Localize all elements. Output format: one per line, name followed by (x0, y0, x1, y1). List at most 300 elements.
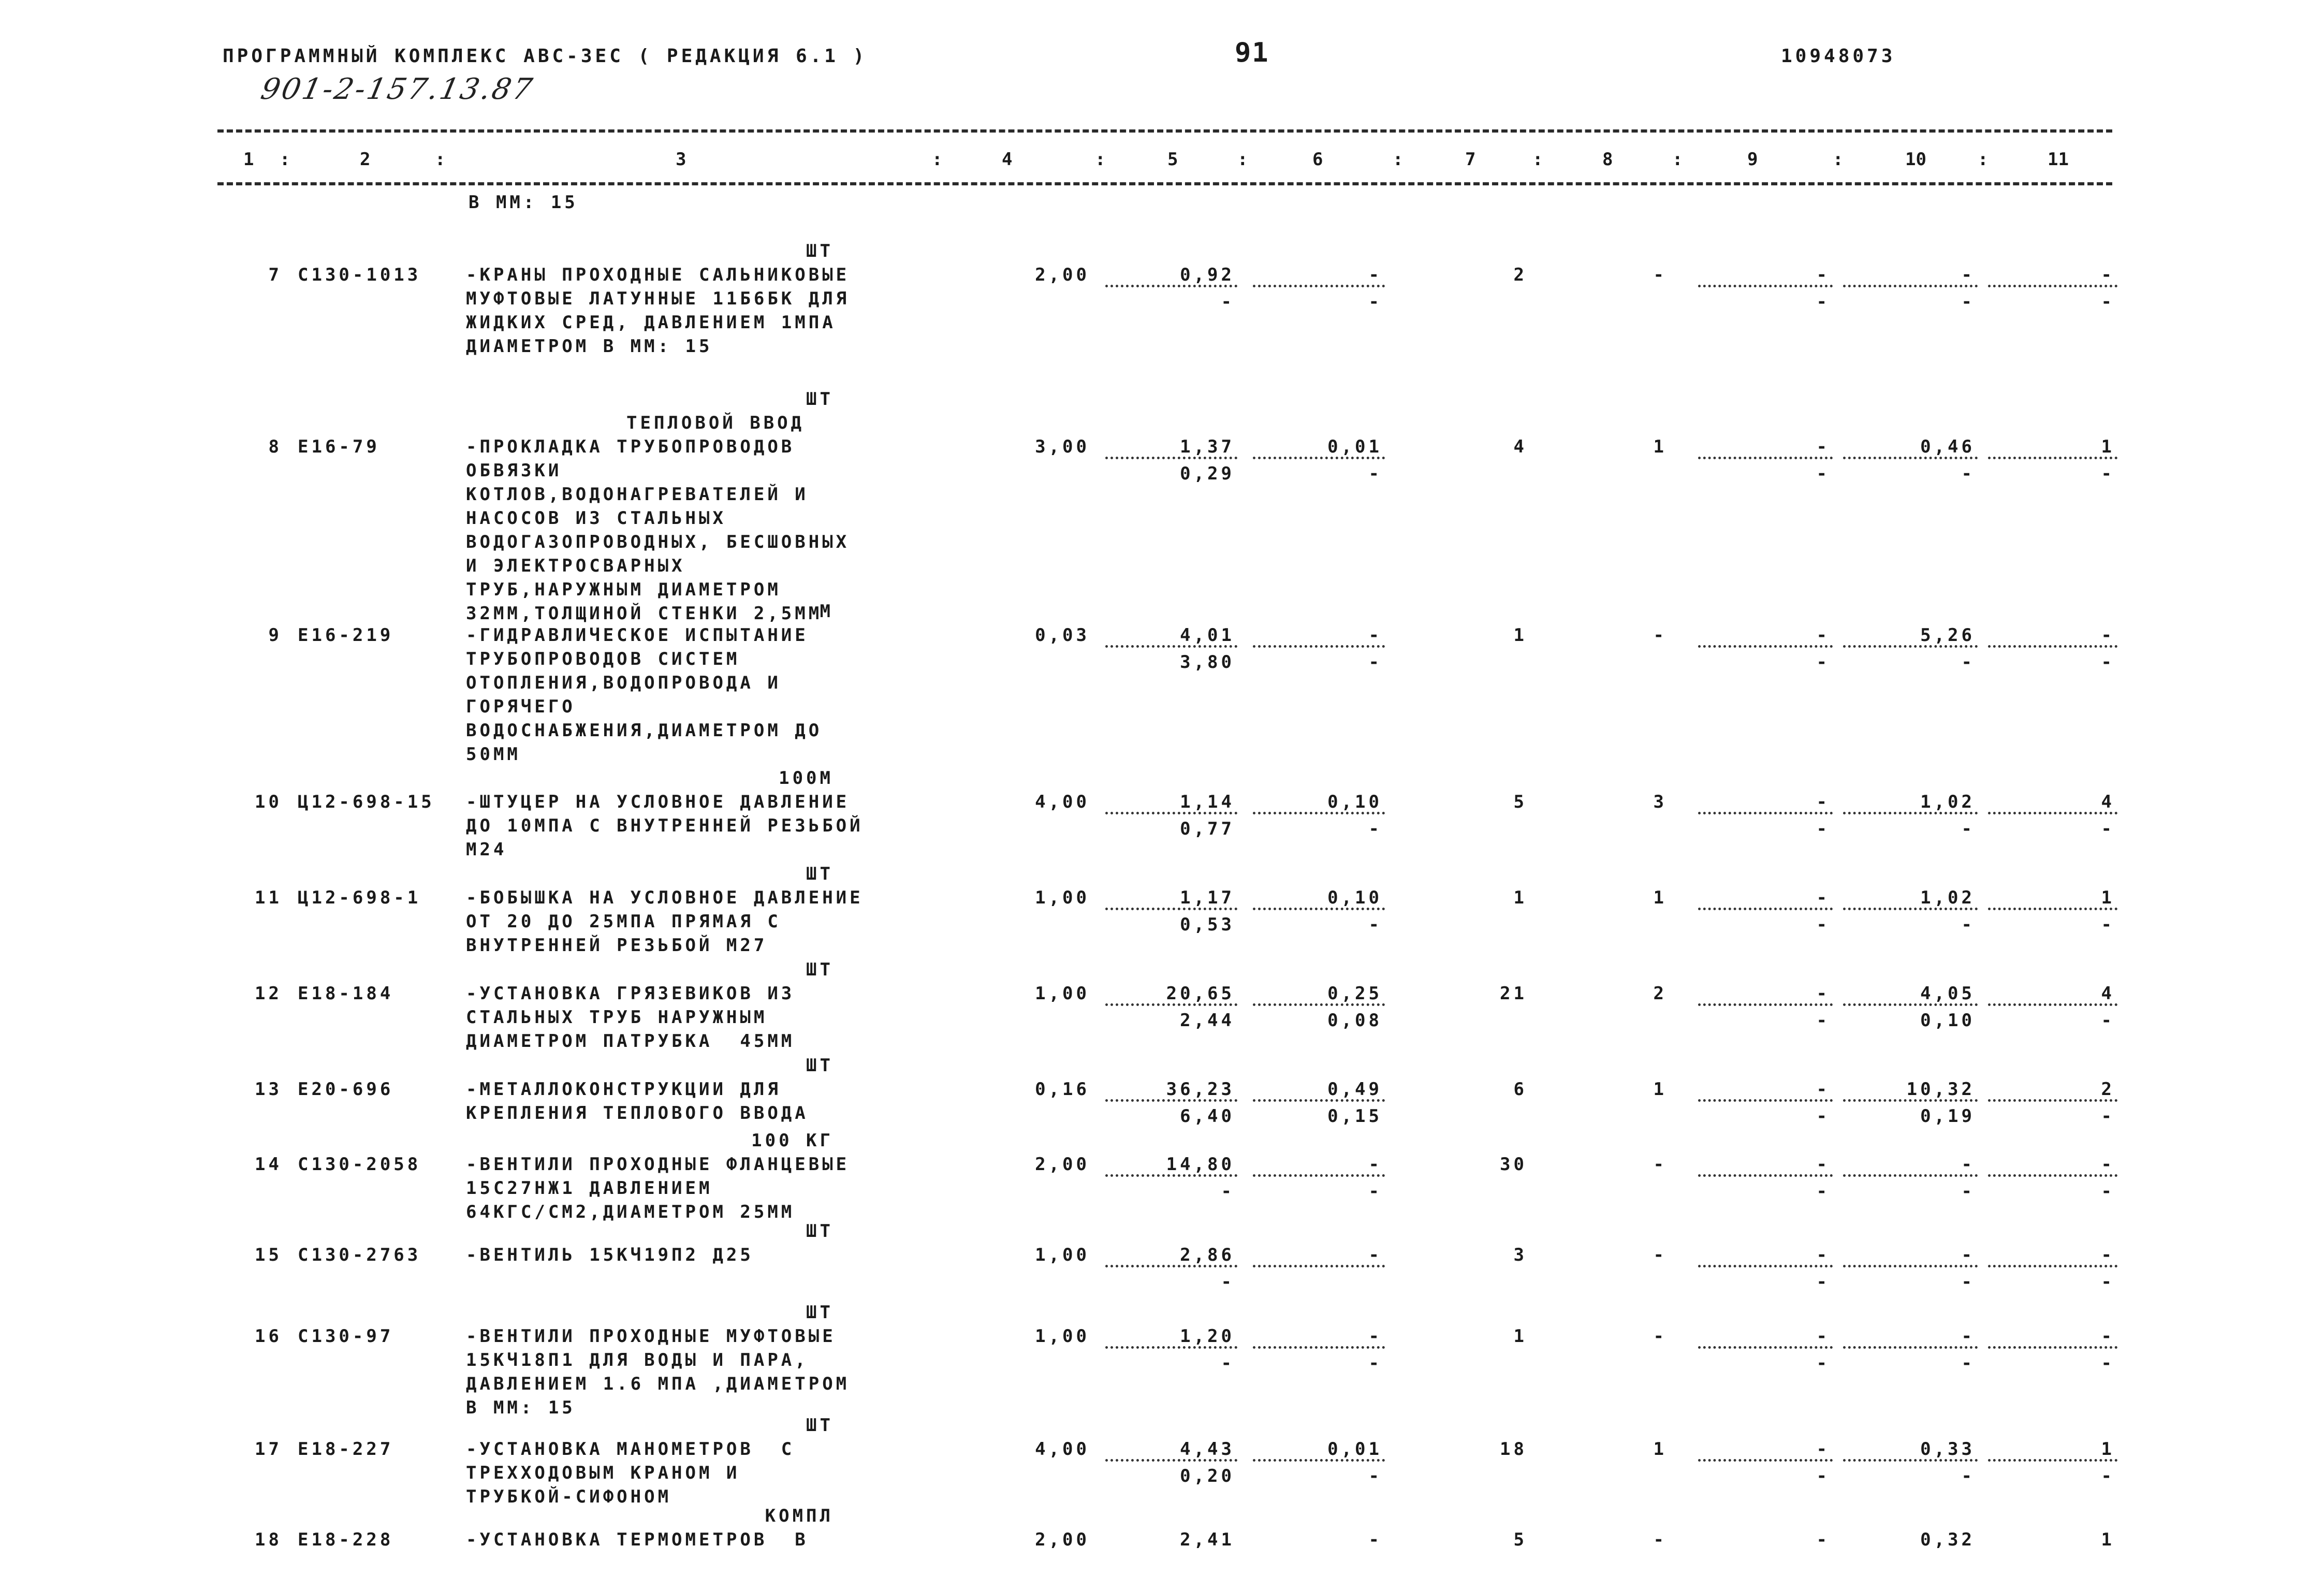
dotted-separator (1253, 1459, 1385, 1462)
value-c6: 0,25 (1327, 983, 1382, 1004)
row-number: 8 (268, 436, 282, 457)
row-number: 9 (268, 625, 282, 646)
value-c9: - (1816, 792, 1830, 812)
value-c10: 0,33 (1920, 1439, 1975, 1460)
column-separator: : (435, 149, 446, 170)
value-c10: 1,02 (1920, 887, 1975, 908)
value-c9b: - (1816, 1106, 1830, 1127)
value-c11b: - (2101, 291, 2115, 312)
unit-of-measure: ШТ (806, 1221, 834, 1242)
value-c6: - (1368, 625, 1382, 646)
value-c9: - (1816, 1079, 1830, 1100)
dotted-separator (1843, 1003, 1978, 1006)
value-c6: 0,01 (1327, 436, 1382, 457)
value-c7: 18 (1500, 1439, 1527, 1460)
value-c8: - (1653, 1529, 1667, 1550)
value-c8: - (1653, 625, 1667, 646)
dotted-separator (1698, 1346, 1833, 1349)
value-c10: - (1961, 1245, 1975, 1265)
dotted-separator (1843, 908, 1978, 910)
value-c10: 0,32 (1920, 1529, 1975, 1550)
value-c10b: - (1961, 463, 1975, 484)
column-separator: : (280, 149, 290, 170)
value-c5: 36,23 (1166, 1079, 1235, 1100)
dotted-separator (1843, 812, 1978, 814)
work-description-line: -ВЕНТИЛИ ПРОХОДНЫЕ ФЛАНЦЕВЫЕ (466, 1154, 850, 1175)
work-description-line: -БОБЫШКА НА УСЛОВНОЕ ДАВЛЕНИЕ (466, 887, 864, 908)
value-c9: - (1816, 1154, 1830, 1175)
dotted-separator (1843, 285, 1978, 287)
rate-code: С130-2763 (298, 1245, 421, 1265)
value-c11b: - (2101, 1106, 2115, 1127)
work-description-line: ВНУТРЕННЕЙ РЕЗЬБОЙ М27 (466, 935, 768, 956)
work-description-line: 32ММ,ТОЛЩИНОЙ СТЕНКИ 2,5ММ (466, 603, 823, 624)
column-separator: : (1672, 149, 1683, 170)
dotted-separator (1105, 645, 1237, 648)
dotted-separator (1105, 1265, 1237, 1267)
value-c4: 0,16 (1035, 1079, 1090, 1100)
rate-code: С130-97 (298, 1326, 394, 1347)
column-separator: : (1237, 149, 1248, 170)
value-c6: - (1368, 1154, 1382, 1175)
value-c11b: - (2101, 1181, 2115, 1202)
value-c9: - (1816, 1439, 1830, 1460)
dotted-separator (1988, 457, 2117, 459)
value-c11b: - (2101, 652, 2115, 673)
value-c9b: - (1816, 463, 1830, 484)
value-c5b: 2,44 (1180, 1010, 1235, 1031)
value-c5: 1,14 (1180, 792, 1235, 812)
work-description-line: ОТ 20 ДО 25МПА ПРЯМАЯ С (466, 911, 781, 932)
work-description-line: ОБВЯЗКИ (466, 460, 562, 481)
work-description-line: И ЭЛЕКТРОСВАРНЫХ (466, 556, 685, 576)
value-c8: 2 (1653, 983, 1667, 1004)
value-c8: - (1653, 1326, 1667, 1347)
work-description-line: -ШТУЦЕР НА УСЛОВНОЕ ДАВЛЕНИЕ (466, 792, 850, 812)
work-description-line: ЖИДКИХ СРЕД, ДАВЛЕНИЕМ 1МПА (466, 312, 836, 333)
unit-of-measure: КОМПЛ (765, 1506, 834, 1526)
value-c5: 0,92 (1180, 265, 1235, 285)
value-c11: 1 (2101, 436, 2115, 457)
rate-code: Е18-227 (298, 1439, 394, 1460)
dotted-separator (1105, 1099, 1237, 1102)
row-number: 17 (255, 1439, 282, 1460)
value-c11: 1 (2101, 887, 2115, 908)
dotted-separator (1988, 1099, 2117, 1102)
work-description-line: ТРУБ,НАРУЖНЫМ ДИАМЕТРОМ (466, 579, 781, 600)
row-number: 15 (255, 1245, 282, 1265)
value-c7: 4 (1513, 436, 1527, 457)
value-c11: - (2101, 1245, 2115, 1265)
dotted-separator (1105, 908, 1237, 910)
value-c6: 0,10 (1327, 887, 1382, 908)
rate-code: Ц12-698-1 (298, 887, 421, 908)
column-number: 11 (2048, 149, 2069, 170)
value-c6: - (1368, 1326, 1382, 1347)
dotted-separator (1843, 1265, 1978, 1267)
dotted-separator (1698, 1003, 1833, 1006)
dotted-separator (1698, 457, 1833, 459)
work-description-line: МУФТОВЫЕ ЛАТУННЫЕ 11Б6БК ДЛЯ (466, 288, 850, 309)
column-number: 4 (1002, 149, 1013, 170)
column-number: 6 (1312, 149, 1323, 170)
value-c6b: - (1368, 463, 1382, 484)
column-number: 3 (676, 149, 686, 170)
value-c11b: - (2101, 819, 2115, 839)
column-number: 1 (243, 149, 254, 170)
value-c6b: - (1368, 1466, 1382, 1486)
dotted-separator (1988, 645, 2117, 648)
unit-of-measure: ШТ (806, 389, 834, 410)
value-c4: 0,03 (1035, 625, 1090, 646)
value-c10b: - (1961, 1181, 1975, 1202)
value-c7: 2 (1513, 265, 1527, 285)
dotted-separator (1253, 1346, 1385, 1349)
work-description-line: ДИАМЕТРОМ В ММ: 15 (466, 336, 713, 357)
value-c9b: - (1816, 1272, 1830, 1292)
work-description-line: -УСТАНОВКА ГРЯЗЕВИКОВ ИЗ (466, 983, 795, 1004)
value-c7: 5 (1513, 792, 1527, 812)
work-description-line: -ВЕНТИЛИ ПРОХОДНЫЕ МУФТОВЫЕ (466, 1326, 836, 1347)
unit-of-measure: ШТ (806, 864, 834, 884)
value-c6b: - (1368, 291, 1382, 312)
value-c10b: - (1961, 819, 1975, 839)
dotted-separator (1843, 645, 1978, 648)
value-c10b: - (1961, 1272, 1975, 1292)
row-number: 10 (255, 792, 282, 812)
table-header-rule (217, 182, 2112, 185)
column-separator: : (1833, 149, 1844, 170)
column-number: 9 (1747, 149, 1758, 170)
rate-code: Е18-228 (298, 1529, 394, 1550)
value-c9: - (1816, 625, 1830, 646)
value-c4: 2,00 (1035, 1529, 1090, 1550)
value-c8: 3 (1653, 792, 1667, 812)
unit-of-measure: 100М (779, 768, 834, 789)
value-c8: - (1653, 1245, 1667, 1265)
value-c11b: - (2101, 1353, 2115, 1374)
work-description-line: СТАЛЬНЫХ ТРУБ НАРУЖНЫМ (466, 1007, 768, 1028)
value-c7: 5 (1513, 1529, 1527, 1550)
value-c4: 1,00 (1035, 1326, 1090, 1347)
value-c9: - (1816, 887, 1830, 908)
value-c10: 4,05 (1920, 983, 1975, 1004)
value-c6: - (1368, 1245, 1382, 1265)
value-c9b: - (1816, 291, 1830, 312)
unit-of-measure: ШТ (806, 1415, 834, 1436)
rate-code: Е20-696 (298, 1079, 394, 1100)
value-c5b: 0,20 (1180, 1466, 1235, 1486)
work-description-line: -КРАНЫ ПРОХОДНЫЕ САЛЬНИКОВЫЕ (466, 265, 850, 285)
value-c5b: 6,40 (1180, 1106, 1235, 1127)
value-c5b: - (1221, 1272, 1235, 1292)
work-description-line: НАСОСОВ ИЗ СТАЛЬНЫХ (466, 508, 726, 529)
work-description-line: ГОРЯЧЕГО (466, 696, 576, 717)
row-number: 16 (255, 1326, 282, 1347)
work-description-line: ДИАМЕТРОМ ПАТРУБКА 45ММ (466, 1031, 795, 1052)
value-c9: - (1816, 1326, 1830, 1347)
work-description-line: М24 (466, 839, 507, 860)
row-number: 14 (255, 1154, 282, 1175)
column-number: 7 (1465, 149, 1476, 170)
column-separator: : (1532, 149, 1543, 170)
row-number: 13 (255, 1079, 282, 1100)
value-c9b: - (1816, 1010, 1830, 1031)
value-c6b: 0,08 (1327, 1010, 1382, 1031)
value-c11b: - (2101, 1272, 2115, 1292)
value-c11: 1 (2101, 1439, 2115, 1460)
handwritten-project-code: 901-2-157.13.87 (258, 72, 537, 106)
rate-code: Ц12-698-15 (298, 792, 435, 812)
unit-of-measure: 100 КГ (751, 1130, 834, 1151)
rate-code: С130-1013 (298, 265, 421, 285)
work-description-line: -УСТАНОВКА ТЕРМОМЕТРОВ В (466, 1529, 809, 1550)
work-description-line: -ВЕНТИЛЬ 15КЧ19П2 Д25 (466, 1245, 754, 1265)
value-c11b: - (2101, 1010, 2115, 1031)
work-description-line: КРЕПЛЕНИЯ ТЕПЛОВОГО ВВОДА (466, 1103, 809, 1124)
value-c10: 5,26 (1920, 625, 1975, 646)
value-c9b: - (1816, 652, 1830, 673)
value-c10b: 0,19 (1920, 1106, 1975, 1127)
value-c10b: - (1961, 652, 1975, 673)
dotted-separator (1253, 1099, 1385, 1102)
dotted-separator (1698, 285, 1833, 287)
value-c5: 2,86 (1180, 1245, 1235, 1265)
value-c6: 0,49 (1327, 1079, 1382, 1100)
value-c4: 2,00 (1035, 265, 1090, 285)
value-c11: - (2101, 1154, 2115, 1175)
value-c11: 4 (2101, 792, 2115, 812)
value-c4: 4,00 (1035, 792, 1090, 812)
value-c5b: 0,29 (1180, 463, 1235, 484)
unit-of-measure: ШТ (806, 959, 834, 980)
value-c9: - (1816, 265, 1830, 285)
value-c11b: - (2101, 914, 2115, 935)
value-c4: 1,00 (1035, 887, 1090, 908)
dotted-separator (1253, 812, 1385, 814)
value-c4: 1,00 (1035, 1245, 1090, 1265)
value-c5: 20,65 (1166, 983, 1235, 1004)
dotted-separator (1988, 812, 2117, 814)
value-c10b: - (1961, 1466, 1975, 1486)
rate-code: Е16-79 (298, 436, 380, 457)
dotted-separator (1988, 1265, 2117, 1267)
value-c4: 2,00 (1035, 1154, 1090, 1175)
work-description-line: ДАВЛЕНИЕМ 1.6 МПА ,ДИАМЕТРОМ (466, 1374, 850, 1394)
page-number: 91 (1235, 37, 1269, 68)
value-c11b: - (2101, 1466, 2115, 1486)
value-c10: 0,46 (1920, 436, 1975, 457)
column-number: 10 (1905, 149, 1926, 170)
work-description-line: ТРЕХХОДОВЫМ КРАНОМ И (466, 1463, 740, 1483)
dotted-separator (1843, 1174, 1978, 1177)
dotted-separator (1698, 908, 1833, 910)
work-description-line: -ГИДРАВЛИЧЕСКОЕ ИСПЫТАНИЕ (466, 625, 809, 646)
value-c10: - (1961, 1326, 1975, 1347)
work-description-line: ВОДОГАЗОПРОВОДНЫХ, БЕСШОВНЫХ (466, 532, 850, 552)
dotted-separator (1698, 812, 1833, 814)
work-description-line: КОТЛОВ,ВОДОНАГРЕВАТЕЛЕЙ И (466, 484, 809, 505)
value-c5: 4,43 (1180, 1439, 1235, 1460)
value-c5b: - (1221, 1181, 1235, 1202)
work-description-line: ОТОПЛЕНИЯ,ВОДОПРОВОДА И (466, 673, 781, 693)
table-top-rule (217, 129, 2112, 133)
value-c4: 1,00 (1035, 983, 1090, 1004)
rate-code: Е18-184 (298, 983, 394, 1004)
value-c5: 1,37 (1180, 436, 1235, 457)
value-c10: 10,32 (1906, 1079, 1975, 1100)
work-description-line: ВОДОСНАБЖЕНИЯ,ДИАМЕТРОМ ДО (466, 720, 823, 741)
value-c5b: 0,53 (1180, 914, 1235, 935)
dotted-separator (1105, 1174, 1237, 1177)
dotted-separator (1105, 812, 1237, 814)
value-c10b: - (1961, 291, 1975, 312)
value-c5: 14,80 (1166, 1154, 1235, 1175)
value-c7: 30 (1500, 1154, 1527, 1175)
dotted-separator (1253, 285, 1385, 287)
value-c8: 1 (1653, 1079, 1667, 1100)
column-number: 8 (1602, 149, 1613, 170)
value-c10b: - (1961, 1353, 1975, 1374)
document-number: 10948073 (1781, 46, 1896, 67)
dotted-separator (1988, 1459, 2117, 1462)
value-c10b: - (1961, 914, 1975, 935)
column-separator: : (932, 149, 943, 170)
unit-of-measure: ШТ (806, 1055, 834, 1076)
value-c7: 21 (1500, 983, 1527, 1004)
dotted-separator (1253, 645, 1385, 648)
column-separator: : (1095, 149, 1106, 170)
value-c6: - (1368, 1529, 1382, 1550)
column-number: 5 (1167, 149, 1178, 170)
section-heading: ТЕПЛОВОЙ ВВОД (626, 413, 805, 433)
value-c7: 1 (1513, 1326, 1527, 1347)
dotted-separator (1253, 908, 1385, 910)
value-c6b: - (1368, 914, 1382, 935)
column-number: 2 (360, 149, 371, 170)
value-c6b: - (1368, 1353, 1382, 1374)
value-c8: 1 (1653, 1439, 1667, 1460)
dotted-separator (1105, 457, 1237, 459)
program-title: ПРОГРАММНЫЙ КОМПЛЕКС АВС-3ЕС ( РЕДАКЦИЯ 6.1 ) (223, 46, 868, 67)
value-c11: 2 (2101, 1079, 2115, 1100)
work-description-line: В ММ: 15 (466, 1397, 576, 1418)
row-number: 12 (255, 983, 282, 1004)
value-c8: 1 (1653, 436, 1667, 457)
value-c6: 0,10 (1327, 792, 1382, 812)
value-c5: 1,20 (1180, 1326, 1235, 1347)
value-c8: - (1653, 1154, 1667, 1175)
value-c5: 1,17 (1180, 887, 1235, 908)
column-separator: : (1978, 149, 1989, 170)
value-c6b: - (1368, 1181, 1382, 1202)
unit-of-measure: М (820, 601, 834, 622)
row-number: 11 (255, 887, 282, 908)
dotted-separator (1843, 1459, 1978, 1462)
dotted-separator (1253, 1174, 1385, 1177)
dotted-separator (1698, 1099, 1833, 1102)
value-c6b: - (1368, 652, 1382, 673)
row-number: 7 (268, 265, 282, 285)
value-c6b: 0,15 (1327, 1106, 1382, 1127)
value-c7: 1 (1513, 887, 1527, 908)
dotted-separator (1843, 1099, 1978, 1102)
row-number: 18 (255, 1529, 282, 1550)
dotted-separator (1698, 1459, 1833, 1462)
value-c9b: - (1816, 1353, 1830, 1374)
value-c5: 2,41 (1180, 1529, 1235, 1550)
value-c10: - (1961, 265, 1975, 285)
value-c11: - (2101, 1326, 2115, 1347)
dotted-separator (1105, 285, 1237, 287)
value-c7: 3 (1513, 1245, 1527, 1265)
value-c10: 1,02 (1920, 792, 1975, 812)
value-c4: 3,00 (1035, 436, 1090, 457)
value-c7: 1 (1513, 625, 1527, 646)
work-description-line: ТРУБОПРОВОДОВ СИСТЕМ (466, 649, 740, 669)
value-c11: 1 (2101, 1529, 2115, 1550)
work-description-line: 15КЧ18П1 ДЛЯ ВОДЫ И ПАРА, (466, 1350, 809, 1370)
value-c5b: 3,80 (1180, 652, 1235, 673)
dotted-separator (1105, 1459, 1237, 1462)
value-c11: - (2101, 265, 2115, 285)
value-c7: 6 (1513, 1079, 1527, 1100)
dotted-separator (1105, 1003, 1237, 1006)
value-c9b: - (1816, 819, 1830, 839)
work-description-line: 15С27НЖ1 ДАВЛЕНИЕМ (466, 1178, 713, 1199)
value-c8: - (1653, 265, 1667, 285)
unit-of-measure: ШТ (806, 241, 834, 261)
value-c11: - (2101, 625, 2115, 646)
work-description-line: ТРУБКОЙ-СИФОНОМ (466, 1486, 672, 1507)
dotted-separator (1698, 645, 1833, 648)
dotted-separator (1988, 285, 2117, 287)
work-description-line: -УСТАНОВКА МАНОМЕТРОВ С (466, 1439, 795, 1460)
dotted-separator (1698, 1174, 1833, 1177)
value-c9b: - (1816, 914, 1830, 935)
value-c10b: 0,10 (1920, 1010, 1975, 1031)
value-c4: 4,00 (1035, 1439, 1090, 1460)
dotted-separator (1843, 457, 1978, 459)
dotted-separator (1698, 1265, 1833, 1267)
work-description-line: 64КГС/СМ2,ДИАМЕТРОМ 25ММ (466, 1202, 795, 1222)
value-c5b: - (1221, 1353, 1235, 1374)
work-description-line: ДО 10МПА С ВНУТРЕННЕЙ РЕЗЬБОЙ (466, 815, 864, 836)
dotted-separator (1843, 1346, 1978, 1349)
continuation-text: В ММ: 15 (469, 192, 578, 213)
dotted-separator (1253, 457, 1385, 459)
dotted-separator (1988, 1346, 2117, 1349)
dotted-separator (1988, 1174, 2117, 1177)
dotted-separator (1253, 1003, 1385, 1006)
value-c6: 0,01 (1327, 1439, 1382, 1460)
column-separator: : (1393, 149, 1404, 170)
value-c5: 4,01 (1180, 625, 1235, 646)
value-c9b: - (1816, 1181, 1830, 1202)
value-c9: - (1816, 1529, 1830, 1550)
value-c11b: - (2101, 463, 2115, 484)
work-description-line: 50ММ (466, 744, 521, 765)
value-c8: 1 (1653, 887, 1667, 908)
work-description-line: -МЕТАЛЛОКОНСТРУКЦИИ ДЛЯ (466, 1079, 781, 1100)
dotted-separator (1105, 1346, 1237, 1349)
dotted-separator (1988, 1003, 2117, 1006)
unit-of-measure: ШТ (806, 1302, 834, 1323)
rate-code: С130-2058 (298, 1154, 421, 1175)
work-description-line: -ПРОКЛАДКА ТРУБОПРОВОДОВ (466, 436, 795, 457)
dotted-separator (1253, 1265, 1385, 1267)
value-c9: - (1816, 1245, 1830, 1265)
